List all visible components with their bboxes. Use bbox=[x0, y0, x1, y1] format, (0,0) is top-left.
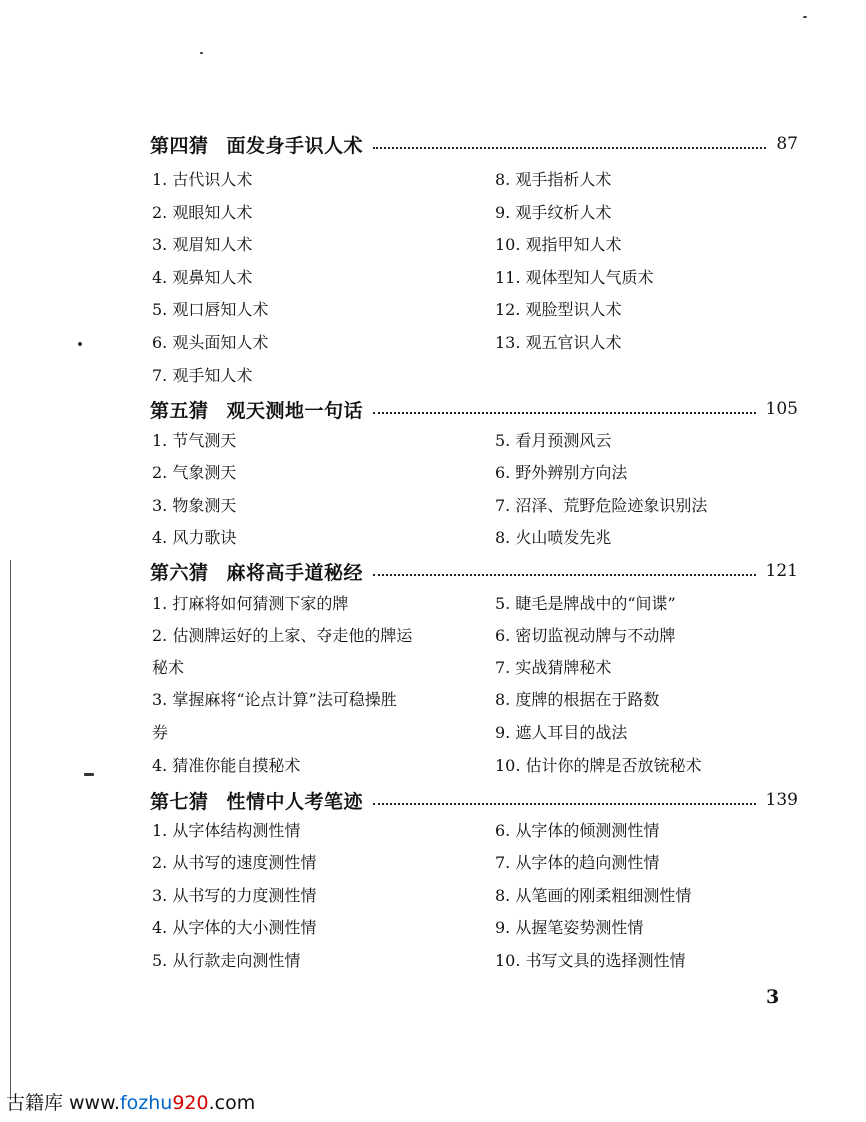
toc-item: 5. 睫毛是牌战中的“间谍” bbox=[495, 594, 676, 613]
scan-speck bbox=[84, 773, 94, 776]
chapter-title: 第五猜 观天测地一句话 bbox=[150, 399, 364, 422]
dot-leader bbox=[373, 412, 756, 414]
toc-item: 3. 掌握麻将“论点计算”法可稳操胜 bbox=[152, 690, 397, 709]
toc-item: 5. 从行款走向测性情 bbox=[152, 951, 301, 970]
toc-item: 6. 从字体的倾测测性情 bbox=[495, 821, 660, 840]
toc-item: 11. 观体型知人气质术 bbox=[495, 268, 654, 287]
toc-item: 1. 古代识人术 bbox=[152, 170, 253, 189]
dot-leader bbox=[373, 803, 756, 805]
toc-item: 3. 从书写的力度测性情 bbox=[152, 886, 317, 905]
toc-item: 9. 遮人耳目的战法 bbox=[495, 723, 628, 742]
toc-item: 6. 野外辨别方向法 bbox=[495, 463, 628, 482]
scan-speck bbox=[803, 16, 807, 18]
toc-item: 13. 观五官识人术 bbox=[495, 333, 622, 352]
toc-item: 7. 沼泽、荒野危险迹象识别法 bbox=[495, 496, 708, 515]
chapter-page: 87 bbox=[776, 134, 798, 154]
toc-item: 6. 观头面知人术 bbox=[152, 333, 269, 352]
page-number: 3 bbox=[766, 986, 780, 1008]
toc-item: 9. 观手纹析人术 bbox=[495, 203, 612, 222]
chapter-heading bbox=[150, 131, 798, 157]
site-watermark bbox=[6, 1088, 255, 1115]
binding-edge bbox=[10, 560, 11, 1100]
toc-item: 10. 观指甲知人术 bbox=[495, 235, 622, 254]
toc-item: 8. 观手指析人术 bbox=[495, 170, 612, 189]
toc-item: 1. 节气测天 bbox=[152, 431, 237, 450]
toc-item: 4. 从字体的大小测性情 bbox=[152, 918, 317, 937]
toc-item: 1. 从字体结构测性情 bbox=[152, 821, 301, 840]
toc-item: 5. 观口唇知人术 bbox=[152, 300, 269, 319]
watermark-brand: 古籍库 bbox=[6, 1092, 64, 1114]
toc-item-continued: 秘术 bbox=[152, 658, 185, 677]
toc-item: 8. 从笔画的刚柔粗细测性情 bbox=[495, 886, 692, 905]
toc-item: 5. 看月预测风云 bbox=[495, 431, 612, 450]
chapter-heading bbox=[150, 396, 798, 422]
scan-speck bbox=[200, 52, 203, 54]
toc-item: 4. 猜准你能自摸秘术 bbox=[152, 756, 301, 775]
chapter-title: 第七猜 性情中人考笔迹 bbox=[150, 790, 364, 813]
chapter-page: 139 bbox=[765, 790, 798, 810]
watermark-url-prefix: www. bbox=[69, 1092, 120, 1114]
toc-item: 10. 估计你的牌是否放铳秘术 bbox=[495, 756, 702, 775]
toc-item: 3. 观眉知人术 bbox=[152, 235, 253, 254]
toc-item: 3. 物象测天 bbox=[152, 496, 237, 515]
chapter-page: 121 bbox=[765, 561, 798, 581]
toc-item: 12. 观脸型识人术 bbox=[495, 300, 622, 319]
toc-item: 8. 火山喷发先兆 bbox=[495, 528, 612, 547]
watermark-url-number: 920 bbox=[172, 1092, 209, 1114]
chapter-heading bbox=[150, 558, 798, 584]
chapter-page: 105 bbox=[765, 399, 798, 419]
toc-item: 2. 气象测天 bbox=[152, 463, 237, 482]
toc-item: 9. 从握笔姿势测性情 bbox=[495, 918, 644, 937]
toc-item: 4. 风力歌诀 bbox=[152, 528, 237, 547]
toc-item: 1. 打麻将如何猜测下家的牌 bbox=[152, 594, 349, 613]
dot-leader bbox=[373, 574, 756, 576]
chapter-title: 第六猜 麻将高手道秘经 bbox=[150, 561, 364, 584]
toc-item: 2. 从书写的速度测性情 bbox=[152, 853, 317, 872]
toc-item-continued: 券 bbox=[152, 723, 169, 742]
watermark-url-domain: fozhu bbox=[119, 1092, 173, 1114]
toc-item: 7. 实战猜牌秘术 bbox=[495, 658, 612, 677]
watermark-url-suffix: .com bbox=[208, 1092, 256, 1114]
scan-speck bbox=[78, 342, 82, 346]
toc-item: 2. 观眼知人术 bbox=[152, 203, 253, 222]
toc-item: 4. 观鼻知人术 bbox=[152, 268, 253, 287]
toc-item: 2. 估测牌运好的上家、夺走他的牌运 bbox=[152, 626, 413, 645]
chapter-title: 第四猜 面发身手识人术 bbox=[150, 134, 364, 157]
dot-leader bbox=[373, 147, 766, 149]
chapter-heading bbox=[150, 787, 798, 813]
toc-item: 6. 密切监视动牌与不动牌 bbox=[495, 626, 676, 645]
toc-item: 7. 观手知人术 bbox=[152, 366, 253, 385]
toc-item: 8. 度牌的根据在于路数 bbox=[495, 690, 660, 709]
toc-item: 7. 从字体的趋向测性情 bbox=[495, 853, 660, 872]
toc-item: 10. 书写文具的选择测性情 bbox=[495, 951, 686, 970]
